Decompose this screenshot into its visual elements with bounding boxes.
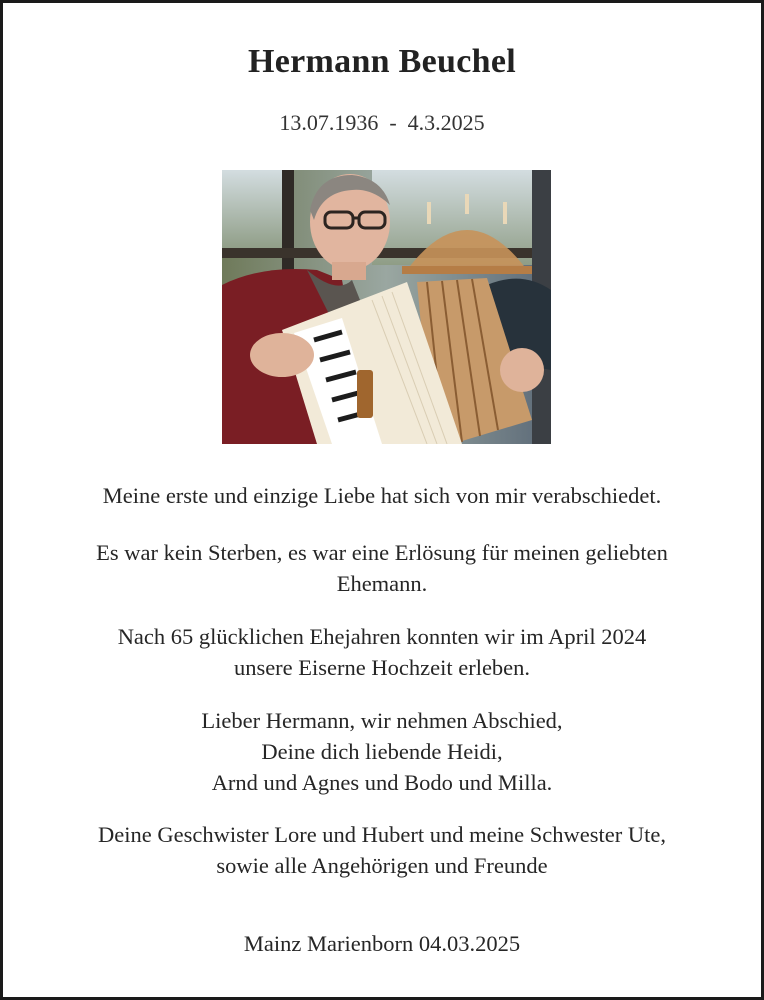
message-paragraph-2 <box>23 537 741 599</box>
mourners-paragraph <box>23 819 741 881</box>
life-dates: 13.07.1936 - 4.3.2025 <box>279 110 485 135</box>
message-paragraph-1 <box>23 480 741 511</box>
text-line: Ehemann. <box>336 571 428 596</box>
text-line: Nach 65 glücklichen Ehejahren konnten wir im April 2024 <box>117 624 647 649</box>
text-line: sowie alle Angehörigen und Freunde <box>216 853 548 878</box>
deceased-name: Hermann Beuchel <box>248 43 516 80</box>
text-line: Es war kein Sterben, es war eine Erlösung für meinen geliebten <box>96 540 668 565</box>
text-line: Deine dich liebende Heidi, <box>261 739 503 764</box>
text-line: Meine erste und einzige Liebe hat sich von mir verabschiedet. <box>102 483 662 508</box>
text-line: unsere Eiserne Hochzeit erleben. <box>233 655 531 680</box>
text-line: Arnd und Agnes und Bodo und Milla. <box>211 770 553 795</box>
farewell-paragraph <box>23 705 741 798</box>
place-and-date: Mainz Marienborn 04.03.2025 <box>243 931 521 956</box>
portrait-photo <box>222 170 551 444</box>
message-paragraph-3 <box>23 621 741 683</box>
text-line: Lieber Hermann, wir nehmen Abschied, <box>201 708 563 733</box>
text-line: Deine Geschwister Lore und Hubert und meine Schwester Ute, <box>98 822 666 847</box>
